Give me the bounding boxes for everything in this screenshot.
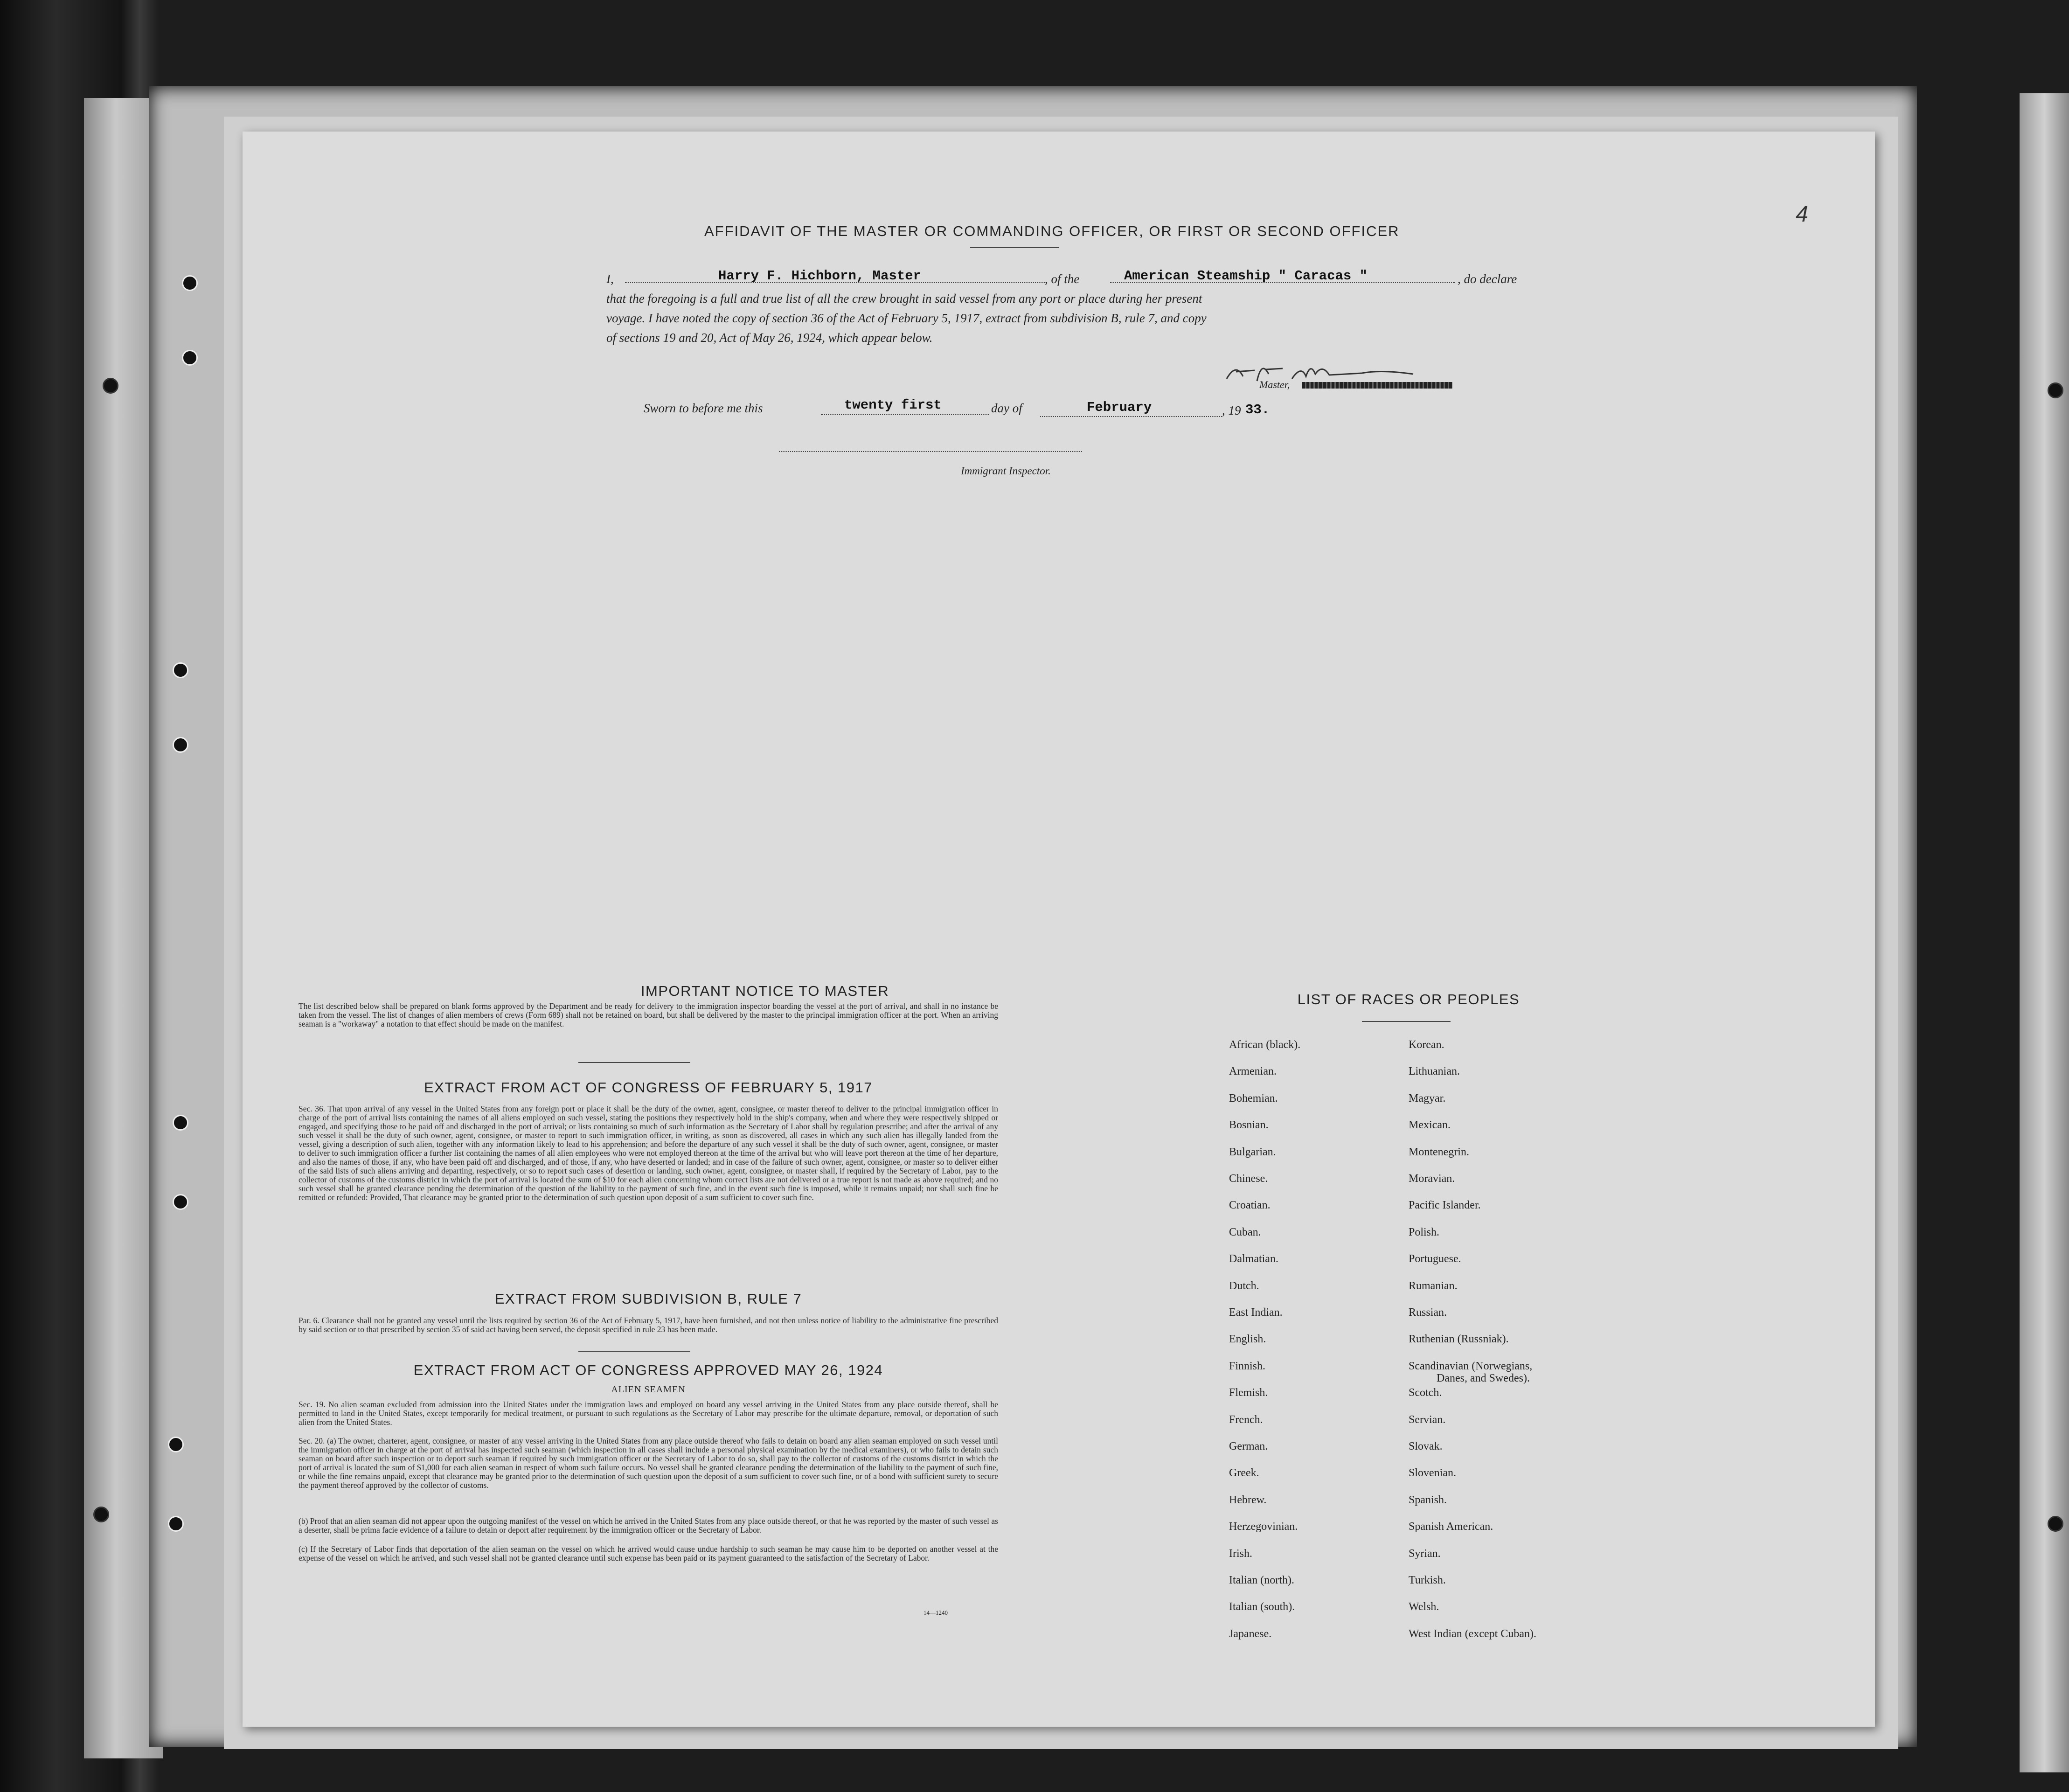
race-item: Scotch. bbox=[1409, 1387, 1442, 1399]
race-item: Japanese. bbox=[1229, 1627, 1272, 1640]
title-divider bbox=[970, 247, 1059, 248]
extract-1924-title: EXTRACT FROM ACT OF CONGRESS APPROVED MAY 26, 1924 bbox=[413, 1362, 883, 1378]
race-item: African (black). bbox=[1229, 1039, 1301, 1051]
sworn-year: 33. bbox=[1245, 402, 1270, 417]
race-item: Russian. bbox=[1409, 1306, 1447, 1319]
race-item: English. bbox=[1229, 1333, 1266, 1346]
sworn-day: twenty first bbox=[844, 397, 942, 413]
punch-hole bbox=[103, 378, 118, 394]
sworn-month: February bbox=[1087, 400, 1152, 415]
redacted-title bbox=[1302, 382, 1452, 389]
sworn-label: Sworn to before me this bbox=[644, 401, 763, 415]
race-item: Flemish. bbox=[1229, 1387, 1268, 1399]
race-item: Greek. bbox=[1229, 1467, 1259, 1479]
subdivision-divider bbox=[578, 1351, 690, 1352]
vessel-name: American Steamship " Caracas " bbox=[1124, 268, 1368, 284]
punch-hole bbox=[173, 662, 188, 678]
page-number: 4 bbox=[1796, 202, 1808, 227]
race-item: Polish. bbox=[1409, 1226, 1440, 1238]
manifest-page bbox=[243, 132, 1875, 1727]
race-item: German. bbox=[1229, 1440, 1268, 1452]
race-item: Servian. bbox=[1409, 1413, 1446, 1426]
declaration-line-2: that the foregoing is a full and true list of all the crew brought in said vessel from any port or place during her present bbox=[606, 292, 1202, 306]
punch-hole bbox=[2048, 1516, 2063, 1532]
race-item: Bosnian. bbox=[1229, 1119, 1269, 1132]
punch-hole bbox=[168, 1437, 184, 1452]
master-label: Master, bbox=[1259, 379, 1290, 390]
declaration-i: I, bbox=[606, 272, 614, 286]
declaration-of-the: , of the bbox=[1045, 272, 1080, 286]
race-item: Finnish. bbox=[1229, 1360, 1266, 1372]
race-item: Chinese. bbox=[1229, 1173, 1268, 1185]
extract-1924-sec20c: (c) If the Secretary of Labor finds that deportation of the alien seaman on the vessel on which he arrived would cause undue hardship to such seaman he may cause him to be deported on another vessel at the expense of the vessel on which he arrived, and such vessel shall not be granted clearance until such expense has been paid or its payment guaranteed to the satisfaction of the Secretary of Labor. bbox=[299, 1544, 998, 1563]
race-item: Portuguese. bbox=[1409, 1253, 1461, 1265]
extract-1924-sec20a: Sec. 20. (a) The owner, charterer, agent, consignee, or master of any vessel arriving in the United States from any place outside thereof who fails to detain on board any alien seaman employed on such vessel until the immigration officer in charge at the port of arrival has inspected such seaman (which inspection in all cases shall include a personal physical examination by the medical examiners), or who fails to detain such seaman on board after such inspection or to deport such seaman if required by such immigration officer or the Secretary of Labor to do so, shall pay to the collector of customs of the customs district in which the port of arrival is located the sum of $1,000 for each alien seaman in respect of whom such failure occurs. No vessel shall be granted clearance pending the determination of the liability to the payment of such fine, or while the fine remains unpaid, except that clearance may be granted prior to the determination of such question upon the deposit of a sum sufficient to cover such fine, or of a bond with sufficient surety to secure the payment thereof approved by the collector of customs. bbox=[299, 1436, 998, 1490]
year-prefix: , 19 bbox=[1222, 403, 1241, 417]
races-title: LIST OF RACES OR PEOPLES bbox=[1297, 991, 1520, 1007]
race-item: Herzegovinian. bbox=[1229, 1521, 1298, 1533]
notice-divider bbox=[578, 1062, 690, 1063]
form-number: 14—1240 bbox=[923, 1609, 948, 1616]
race-item: Magyar. bbox=[1409, 1092, 1446, 1104]
race-item: Dutch. bbox=[1229, 1279, 1259, 1292]
extract-1917-title: EXTRACT FROM ACT OF CONGRESS OF FEBRUARY 5, 1917 bbox=[424, 1079, 873, 1096]
race-item: Armenian. bbox=[1229, 1065, 1277, 1078]
declaration-do-declare: , do declare bbox=[1458, 272, 1517, 286]
punch-hole bbox=[173, 1115, 188, 1131]
race-item: Korean. bbox=[1409, 1039, 1444, 1051]
punch-hole bbox=[173, 737, 188, 753]
race-item: Slovak. bbox=[1409, 1440, 1443, 1452]
race-item: Dalmatian. bbox=[1229, 1253, 1278, 1265]
race-item: Syrian. bbox=[1409, 1547, 1441, 1560]
race-item: Spanish American. bbox=[1409, 1521, 1493, 1533]
punch-hole bbox=[182, 350, 198, 366]
race-item: Bohemian. bbox=[1229, 1092, 1278, 1104]
race-item: Ruthenian (Russniak). bbox=[1409, 1333, 1509, 1346]
race-item: Italian (north). bbox=[1229, 1574, 1294, 1586]
race-item: West Indian (except Cuban). bbox=[1409, 1627, 1536, 1640]
extract-1924-subtitle: ALIEN SEAMEN bbox=[611, 1384, 686, 1395]
punch-hole bbox=[173, 1194, 188, 1210]
race-item: Italian (south). bbox=[1229, 1601, 1295, 1613]
punch-hole bbox=[2048, 382, 2063, 398]
race-item: Irish. bbox=[1229, 1547, 1252, 1560]
declaration-line-3: voyage. I have noted the copy of section 36 of the Act of February 5, 1917, extract from subdivision B, rule 7, and copy bbox=[606, 311, 1207, 325]
race-item: Rumanian. bbox=[1409, 1279, 1458, 1292]
subdivision-body: Par. 6. Clearance shall not be granted any vessel until the lists required by section 36 of the Act of February 5, 1917, have been furnished, and not then unless notice of liability to the administrative fine prescribed by said section or to that prescribed by section 35 of said act having been served, the deposit specified in rule 23 has been made. bbox=[299, 1316, 998, 1334]
races-divider bbox=[1362, 1021, 1451, 1022]
race-item: Welsh. bbox=[1409, 1601, 1439, 1613]
race-item: Cuban. bbox=[1229, 1226, 1261, 1238]
affidavit-title: AFFIDAVIT OF THE MASTER OR COMMANDING OFFICER, OR FIRST OR SECOND OFFICER bbox=[704, 223, 1400, 239]
master-name: Harry F. Hichborn, Master bbox=[718, 268, 922, 284]
extract-1924-sec20b: (b) Proof that an alien seaman did not appear upon the outgoing manifest of the vessel on which he arrived in the United States from any place outside thereof, or that he was reported by the master of such vessel as a deserter, shall be prima facie evidence of a failure to detain or deport after requirement by the immigration officer or the Secretary of Labor. bbox=[299, 1516, 998, 1535]
extract-1917-body: Sec. 36. That upon arrival of any vessel in the United States from any foreign port or place it shall be the duty of the owner, agent, consignee, or master thereof to deliver to the principal immigration officer in charge of the port of arrival lists containing the names of all aliens employed on such vessel, stating the positions they respectively hold in the ship's company, when and where they were respectively shipped or engaged, and specifying those to be paid off and discharged in the port of arrival; or lists containing so much of such information as the Secretary of Labor shall by regulation prescribe; and after the arrival of any such vessel it shall be the duty of such owner, agent, consignee, or master to report to such immigration officer, in writing, as soon as discovered, all cases in which any such alien has illegally landed from the vessel, giving a description of such alien, together with any information likely to lead to his apprehension; and before the departure of any such vessel it shall be the duty of such owner, agent, consignee, or master to deliver to such immigration officer a further list containing the names of all alien employees who were not employed thereon at the time of the arrival but who will leave port thereon at the time of her departure, and also the names of those, if any, who have been paid off and discharged, and of those, if any, who have deserted or landed; and in case of the failure of such owner, agent, consignee, or master so to deliver either of the said lists of such aliens arriving and departing, respectively, or so to report such cases of desertion or landing, such owner, agent, consignee, or master shall, if required by the Secretary of Labor, pay to the collector of customs of the customs district in which the port of arrival is located the sum of $10 for each alien concerning whom correct lists are not delivered or a true report is not made as above required; and no such vessel shall be granted clearance pending the determination of the question of the liability to the payment of such fine, and in the event such fine is imposed, while it remains unpaid; nor shall such fine be remitted or refunded: Provided, That clearance may be granted prior to the determination of such question upon deposit of a sum sufficient to cover such fine. bbox=[299, 1104, 998, 1202]
day-of-label: day of bbox=[991, 401, 1022, 415]
punch-hole bbox=[182, 275, 198, 291]
race-item: Scandinavian (Norwegians, bbox=[1409, 1360, 1533, 1372]
race-item: Montenegrin. bbox=[1409, 1146, 1469, 1158]
race-item: French. bbox=[1229, 1413, 1263, 1426]
punch-hole bbox=[168, 1516, 184, 1532]
declaration-line-4: of sections 19 and 20, Act of May 26, 1924, which appear below. bbox=[606, 331, 933, 345]
race-item: East Indian. bbox=[1229, 1306, 1283, 1319]
race-item: Spanish. bbox=[1409, 1493, 1447, 1506]
notice-title: IMPORTANT NOTICE TO MASTER bbox=[640, 983, 889, 999]
race-item: Bulgarian. bbox=[1229, 1146, 1276, 1158]
inspector-label: Immigrant Inspector. bbox=[961, 465, 1051, 477]
race-item-continuation: Danes, and Swedes). bbox=[1437, 1372, 1530, 1384]
race-item: Slovenian. bbox=[1409, 1467, 1456, 1479]
inspector-signature-line bbox=[779, 451, 1082, 452]
notice-body: The list described below shall be prepared on blank forms approved by the Department and be ready for delivery to the immigration inspector boarding the vessel at the port of arrival, and shall in no instance be taken from the vessel. The list of changes of alien members of crews (Form 689) shall not be retained on board, but shall be delivered by the master to the principal immigration officer at the port. When an arriving seaman is a "workaway" a notation to that effect should be made on the manifest. bbox=[299, 1001, 998, 1028]
affidavit-declaration bbox=[606, 269, 1749, 347]
race-item: Croatian. bbox=[1229, 1199, 1271, 1212]
race-item: Mexican. bbox=[1409, 1119, 1451, 1132]
race-item: Pacific Islander. bbox=[1409, 1199, 1481, 1212]
race-item: Turkish. bbox=[1409, 1574, 1446, 1586]
extract-1924-sec19: Sec. 19. No alien seaman excluded from admission into the United States under the immigration laws and employed on board any vessel arriving in the United States from any place outside thereof, shall be permitted to land in the United States, except temporarily for medical treatment, or pursuant to such regulations as the Secretary of Labor may prescribe for the ultimate departure, removal, or deportation of such alien from the United States. bbox=[299, 1400, 998, 1427]
subdivision-title: EXTRACT FROM SUBDIVISION B, RULE 7 bbox=[494, 1291, 802, 1307]
punch-hole bbox=[93, 1507, 109, 1522]
race-item: Hebrew. bbox=[1229, 1493, 1267, 1506]
race-item: Moravian. bbox=[1409, 1173, 1455, 1185]
race-item: Lithuanian. bbox=[1409, 1065, 1460, 1078]
